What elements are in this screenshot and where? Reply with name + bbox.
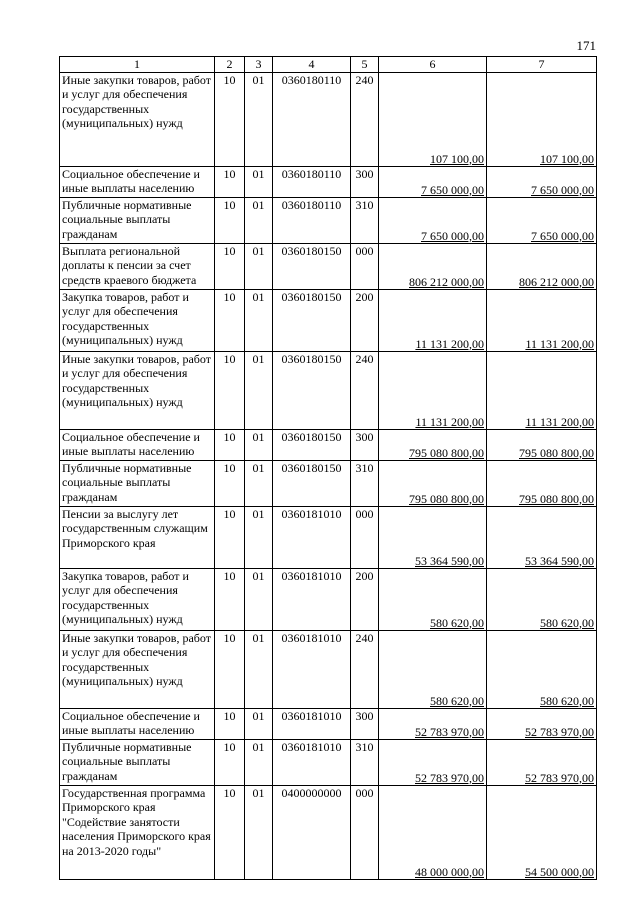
target-article-cell: 0360180150 xyxy=(273,430,351,461)
amount-year2-cell xyxy=(487,569,597,631)
table-row xyxy=(60,352,597,430)
table-row xyxy=(60,461,597,507)
table-row xyxy=(60,290,597,352)
target-article-cell: 0360181010 xyxy=(273,740,351,786)
section-code-cell: 10 xyxy=(215,167,245,198)
amount-value: 52 783 970,00 xyxy=(525,724,594,739)
amount-year1-cell xyxy=(379,786,487,880)
header-col-5: 5 xyxy=(351,57,379,73)
amount-value: 52 783 970,00 xyxy=(415,724,484,739)
target-article-cell: 0360180150 xyxy=(273,244,351,290)
subsection-code-cell: 01 xyxy=(245,167,273,198)
amount-year2-cell xyxy=(487,352,597,430)
amount-year1-cell xyxy=(379,740,487,786)
amount-year1-cell xyxy=(379,461,487,507)
amount-value: 53 364 590,00 xyxy=(415,553,484,568)
amount-value: 7 650 000,00 xyxy=(421,182,484,197)
expense-type-cell: 240 xyxy=(351,631,379,709)
expense-type-cell: 310 xyxy=(351,198,379,244)
amount-year2-cell xyxy=(487,461,597,507)
page-number: 171 xyxy=(576,38,596,53)
amount-value: 7 650 000,00 xyxy=(421,228,484,243)
amount-year2-cell xyxy=(487,167,597,198)
row-name-cell: Публичные нормативные социальные выплаты гражданам xyxy=(60,461,215,507)
amount-value: 54 500 000,00 xyxy=(525,864,594,879)
amount-year1-cell xyxy=(379,167,487,198)
amount-year2-cell xyxy=(487,244,597,290)
subsection-code-cell: 01 xyxy=(245,352,273,430)
amount-year2-cell xyxy=(487,430,597,461)
row-name-cell: Социальное обеспечение и иные выплаты населению xyxy=(60,167,215,198)
table-row xyxy=(60,786,597,880)
target-article-cell: 0360181010 xyxy=(273,507,351,569)
amount-value: 107 100,00 xyxy=(430,151,484,166)
section-code-cell: 10 xyxy=(215,507,245,569)
expense-type-cell: 000 xyxy=(351,507,379,569)
table-row xyxy=(60,569,597,631)
amount-year2-cell xyxy=(487,507,597,569)
amount-year1-cell xyxy=(379,569,487,631)
expense-type-cell: 300 xyxy=(351,167,379,198)
expense-type-cell: 200 xyxy=(351,290,379,352)
amount-year2-cell xyxy=(487,740,597,786)
section-code-cell: 10 xyxy=(215,290,245,352)
subsection-code-cell: 01 xyxy=(245,569,273,631)
row-name-cell: Закупка товаров, работ и услуг для обеспечения государственных (муниципальных) нужд xyxy=(60,569,215,631)
header-col-1: 1 xyxy=(60,57,215,73)
amount-year1-cell xyxy=(379,352,487,430)
header-col-6: 6 xyxy=(379,57,487,73)
amount-value: 11 131 200,00 xyxy=(415,414,484,429)
amount-year1-cell xyxy=(379,631,487,709)
expense-type-cell: 310 xyxy=(351,740,379,786)
amount-value: 806 212 000,00 xyxy=(519,274,594,289)
table-body xyxy=(60,73,597,880)
target-article-cell: 0360180150 xyxy=(273,352,351,430)
target-article-cell: 0360180110 xyxy=(273,198,351,244)
subsection-code-cell: 01 xyxy=(245,507,273,569)
section-code-cell: 10 xyxy=(215,740,245,786)
table-row xyxy=(60,631,597,709)
subsection-code-cell: 01 xyxy=(245,198,273,244)
subsection-code-cell: 01 xyxy=(245,73,273,167)
subsection-code-cell: 01 xyxy=(245,709,273,740)
section-code-cell: 10 xyxy=(215,244,245,290)
row-name-cell: Иные закупки товаров, работ и услуг для обеспечения государственных (муниципальных) нужд xyxy=(60,73,215,167)
table-row xyxy=(60,740,597,786)
table-row xyxy=(60,430,597,461)
amount-year1-cell xyxy=(379,73,487,167)
amount-value: 11 131 200,00 xyxy=(415,336,484,351)
amount-value: 795 080 800,00 xyxy=(409,445,484,460)
amount-value: 580 620,00 xyxy=(430,693,484,708)
target-article-cell: 0360180150 xyxy=(273,461,351,507)
amount-value: 7 650 000,00 xyxy=(531,182,594,197)
amount-value: 11 131 200,00 xyxy=(525,336,594,351)
amount-value: 795 080 800,00 xyxy=(519,491,594,506)
section-code-cell: 10 xyxy=(215,631,245,709)
header-col-2: 2 xyxy=(215,57,245,73)
row-name-cell: Выплата региональной доплаты к пенсии за счет средств краевого бюджета xyxy=(60,244,215,290)
amount-value: 52 783 970,00 xyxy=(415,770,484,785)
amount-year1-cell xyxy=(379,244,487,290)
target-article-cell: 0360180110 xyxy=(273,73,351,167)
subsection-code-cell: 01 xyxy=(245,740,273,786)
subsection-code-cell: 01 xyxy=(245,461,273,507)
amount-value: 795 080 800,00 xyxy=(519,445,594,460)
expense-type-cell: 000 xyxy=(351,244,379,290)
subsection-code-cell: 01 xyxy=(245,290,273,352)
budget-table xyxy=(59,56,597,880)
amount-year2-cell xyxy=(487,709,597,740)
section-code-cell: 10 xyxy=(215,786,245,880)
table-header-row xyxy=(60,57,597,73)
table-row xyxy=(60,167,597,198)
row-name-cell: Государственная программа Приморского края "Содействие занятости населения Приморского края на 2013-2020 годы" xyxy=(60,786,215,880)
expense-type-cell: 000 xyxy=(351,786,379,880)
amount-value: 806 212 000,00 xyxy=(409,274,484,289)
amount-value: 580 620,00 xyxy=(430,615,484,630)
section-code-cell: 10 xyxy=(215,709,245,740)
row-name-cell: Закупка товаров, работ и услуг для обеспечения государственных (муниципальных) нужд xyxy=(60,290,215,352)
table-row xyxy=(60,709,597,740)
amount-value: 580 620,00 xyxy=(540,615,594,630)
table-row xyxy=(60,244,597,290)
amount-value: 48 000 000,00 xyxy=(415,864,484,879)
row-name-cell: Социальное обеспечение и иные выплаты населению xyxy=(60,709,215,740)
amount-value: 53 364 590,00 xyxy=(525,553,594,568)
subsection-code-cell: 01 xyxy=(245,244,273,290)
expense-type-cell: 240 xyxy=(351,352,379,430)
table-row xyxy=(60,73,597,167)
subsection-code-cell: 01 xyxy=(245,631,273,709)
amount-year1-cell xyxy=(379,198,487,244)
header-col-7: 7 xyxy=(487,57,597,73)
header-col-3: 3 xyxy=(245,57,273,73)
amount-value: 7 650 000,00 xyxy=(531,228,594,243)
amount-year2-cell xyxy=(487,73,597,167)
amount-year2-cell xyxy=(487,198,597,244)
target-article-cell: 0360180110 xyxy=(273,167,351,198)
row-name-cell: Иные закупки товаров, работ и услуг для обеспечения государственных (муниципальных) нужд xyxy=(60,631,215,709)
amount-value: 580 620,00 xyxy=(540,693,594,708)
amount-value: 11 131 200,00 xyxy=(525,414,594,429)
subsection-code-cell: 01 xyxy=(245,786,273,880)
amount-year2-cell xyxy=(487,631,597,709)
target-article-cell: 0400000000 xyxy=(273,786,351,880)
amount-year2-cell xyxy=(487,290,597,352)
expense-type-cell: 200 xyxy=(351,569,379,631)
amount-year1-cell xyxy=(379,507,487,569)
section-code-cell: 10 xyxy=(215,73,245,167)
expense-type-cell: 300 xyxy=(351,709,379,740)
target-article-cell: 0360181010 xyxy=(273,709,351,740)
row-name-cell: Пенсии за выслугу лет государственным служащим Приморского края xyxy=(60,507,215,569)
expense-type-cell: 240 xyxy=(351,73,379,167)
table-row xyxy=(60,198,597,244)
section-code-cell: 10 xyxy=(215,461,245,507)
section-code-cell: 10 xyxy=(215,430,245,461)
amount-year1-cell xyxy=(379,290,487,352)
target-article-cell: 0360181010 xyxy=(273,631,351,709)
amount-value: 107 100,00 xyxy=(540,151,594,166)
expense-type-cell: 310 xyxy=(351,461,379,507)
table-row xyxy=(60,507,597,569)
amount-year1-cell xyxy=(379,430,487,461)
row-name-cell: Социальное обеспечение и иные выплаты населению xyxy=(60,430,215,461)
amount-year2-cell xyxy=(487,786,597,880)
section-code-cell: 10 xyxy=(215,198,245,244)
expense-type-cell: 300 xyxy=(351,430,379,461)
amount-value: 52 783 970,00 xyxy=(525,770,594,785)
row-name-cell: Иные закупки товаров, работ и услуг для обеспечения государственных (муниципальных) нужд xyxy=(60,352,215,430)
subsection-code-cell: 01 xyxy=(245,430,273,461)
target-article-cell: 0360180150 xyxy=(273,290,351,352)
section-code-cell: 10 xyxy=(215,352,245,430)
section-code-cell: 10 xyxy=(215,569,245,631)
amount-value: 795 080 800,00 xyxy=(409,491,484,506)
row-name-cell: Публичные нормативные социальные выплаты гражданам xyxy=(60,740,215,786)
target-article-cell: 0360181010 xyxy=(273,569,351,631)
amount-year1-cell xyxy=(379,709,487,740)
header-col-4: 4 xyxy=(273,57,351,73)
row-name-cell: Публичные нормативные социальные выплаты гражданам xyxy=(60,198,215,244)
